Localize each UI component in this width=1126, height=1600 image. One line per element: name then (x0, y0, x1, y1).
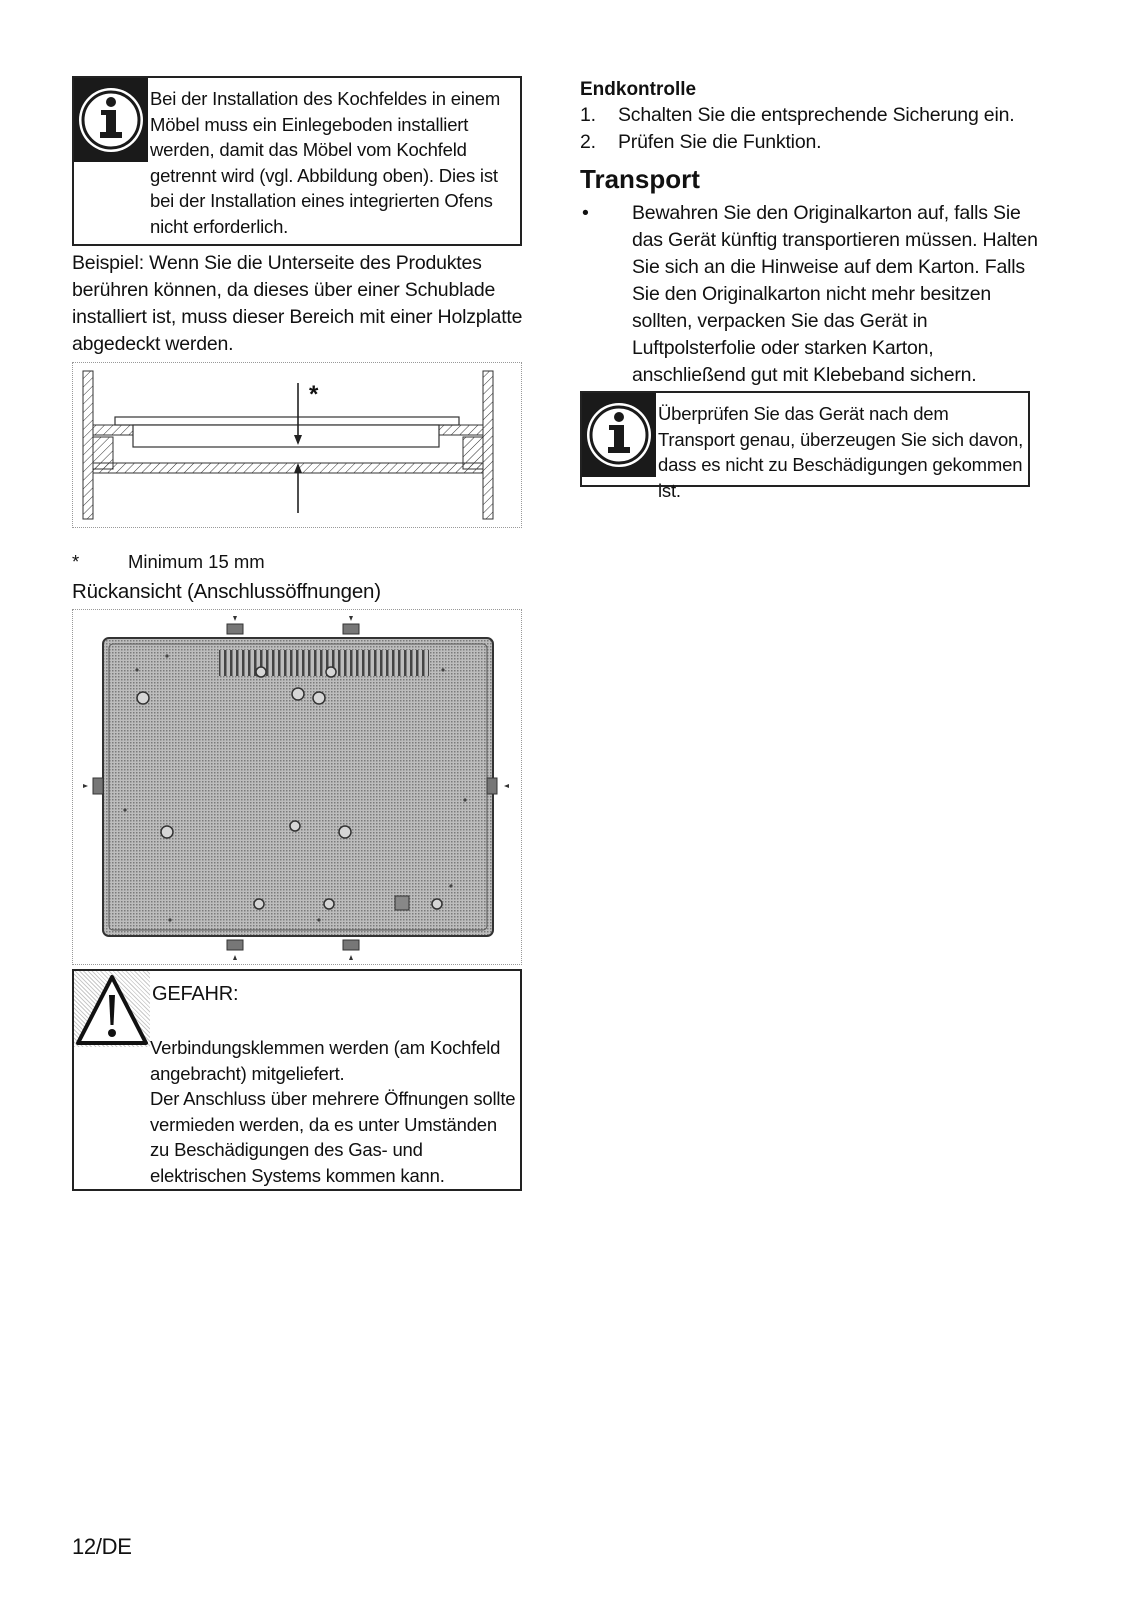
footnote-minimum (72, 550, 532, 574)
figure-rear-view (72, 609, 522, 965)
transport-bullet (580, 200, 1050, 389)
warning-icon-cell (74, 971, 150, 1047)
figure-installation-cross-section (72, 362, 522, 528)
warning-triangle-icon (74, 971, 150, 1047)
right-column (580, 78, 1050, 501)
danger-title: GEFAHR: (152, 983, 239, 1005)
step-2 (580, 129, 1050, 156)
danger-note (72, 969, 522, 1191)
step-1 (580, 102, 1050, 129)
step-text: Schalten Sie die entsprechende Sicherung ein. (618, 104, 1015, 126)
danger-paragraph-2: Der Anschluss über mehrere Öffnungen sollte vermieden werden, da es unter Umständen zu Beschädigungen des Gas- und elektrischen Systems kommen kann. (150, 1088, 516, 1186)
transport-bullet-text: Bewahren Sie den Originalkarton auf, falls Sie das Gerät künftig transportieren müssen. Halten Sie sich an die Hinweise auf dem Karton. Falls Sie den Originalkarton nicht mehr besitzen sollten, verpacken Sie das Gerät in Luftpolsterfolie oder starken Karton, anschließend gut mit Klebeband sichern. (632, 202, 1038, 386)
footnote-text: Minimum 15 mm (128, 551, 265, 572)
step-text: Prüfen Sie die Funktion. (618, 131, 822, 153)
rear-view-drawing (73, 610, 523, 966)
info-icon (74, 78, 148, 162)
example-paragraph: Beispiel: Wenn Sie die Unterseite des Produktes berühren können, da dieses über einer Schublade installiert ist, muss dieser Bereich mit einer Holzplatte abgedeckt werden. (72, 252, 523, 355)
step-number: 2. (580, 131, 596, 153)
info-note-installation (72, 76, 522, 246)
left-column (72, 76, 532, 1191)
endkontrolle-heading: Endkontrolle (580, 79, 697, 100)
figure-asterisk-marker: * (309, 381, 319, 408)
page-number: 12/DE (72, 1534, 132, 1559)
step-number: 1. (580, 104, 596, 126)
info-note-text: Bei der Installation des Kochfeldes in einem Möbel muss ein Einlegeboden installiert werden, damit das Möbel vom Kochfeld getrennt wird (vgl. Abbildung oben). Dies ist bei der Installation eines integrierten Ofens nicht erforderlich. (150, 88, 501, 237)
cross-section-drawing (73, 363, 523, 529)
danger-paragraph-1: Verbindungsklemmen werden (am Kochfeld angebracht) mitgeliefert. (150, 1037, 501, 1084)
bullet-symbol: • (582, 202, 589, 224)
info-icon (582, 393, 656, 477)
info-note-transport-text: Überprüfen Sie das Gerät nach dem Transport genau, überzeugen Sie sich davon, dass es nicht zu Beschädigungen gekommen ist. (658, 403, 1024, 501)
info-note-transport (580, 391, 1030, 501)
info-icon-cell (582, 393, 656, 477)
footnote-marker: * (72, 551, 80, 572)
info-icon-cell (74, 78, 148, 162)
transport-heading: Transport (580, 164, 700, 194)
rear-view-heading: Rückansicht (Anschlussöffnungen) (72, 580, 381, 603)
